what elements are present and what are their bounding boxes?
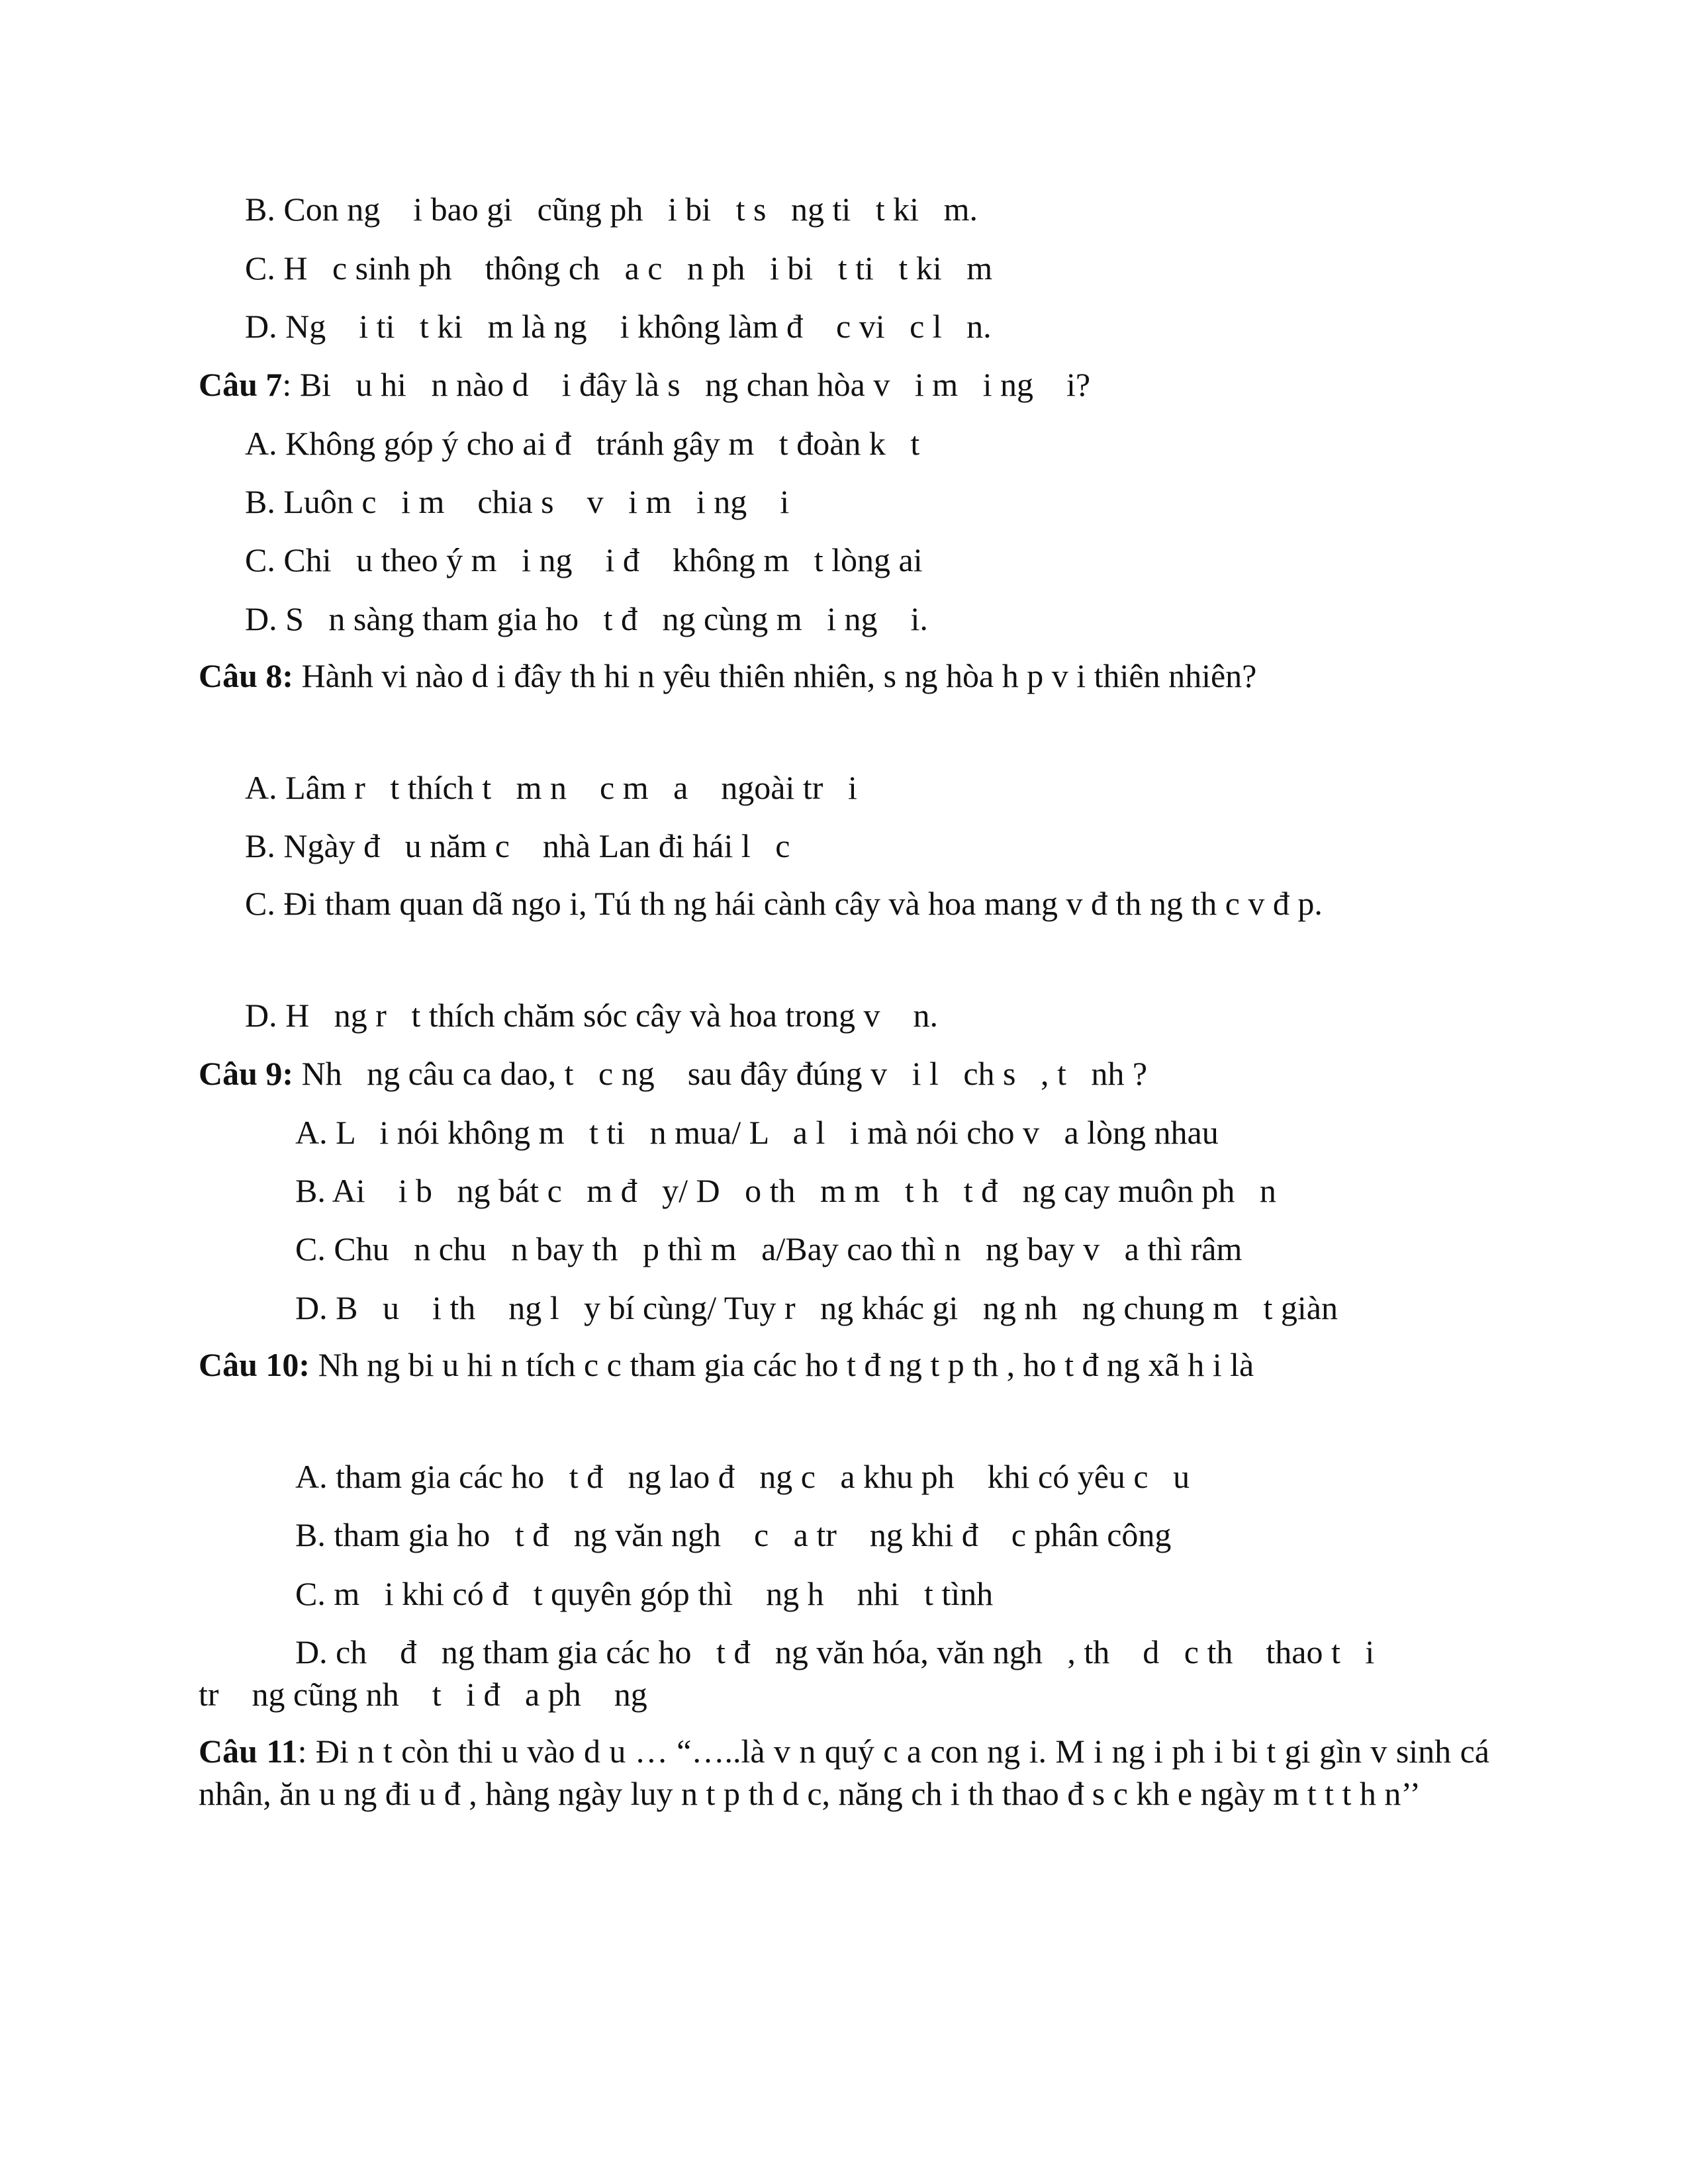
q9-option-a: A. L i nói không m t ti n mua/ L a l i mà nói cho v a lòng nhau	[295, 1114, 1219, 1151]
q10-option-c: C. m i khi có đ t quyên góp thì ng h nhi t tình	[295, 1575, 994, 1612]
q7-label: Câu 7	[199, 366, 283, 403]
q6-option-c: C. H c sinh ph thông ch a c n ph i bi t ti t ki m	[245, 250, 993, 287]
q10-question	[199, 1343, 1489, 1386]
q7-question	[199, 362, 1090, 407]
q8-option-c: C. Đi tham quan dã ngo i, Tú th ng hái cành cây và hoa mang v đ th ng th c v đ p.	[245, 885, 1323, 922]
q7-text: : Bi u hi n nào d i đây là s ng chan hòa v i m i ng i?	[282, 366, 1091, 403]
q9-option-d: D. B u i th ng l y bí cùng/ Tuy r ng khác gi ng nh ng chung m t giàn	[295, 1289, 1338, 1326]
q8-label: Câu 8:	[199, 657, 294, 694]
q7-option-c: C. Chi u theo ý m i ng i đ không m t lòng ai	[245, 541, 923, 578]
q8-option-b: B. Ngày đ u năm c nhà Lan đi hái l c	[245, 827, 790, 864]
q10-option-d-line2: tr ng cũng nh t i đ a ph ng	[199, 1676, 647, 1713]
q7-option-a: A. Không góp ý cho ai đ tránh gây m t đoàn k t	[245, 425, 920, 462]
q8-text: Hành vi nào d i đây th hi n yêu thiên nhiên, s ng hòa h p v i thiên nhiên?	[293, 657, 1257, 694]
q7-option-d: D. S n sàng tham gia ho t đ ng cùng m i ng i.	[245, 600, 928, 637]
q8-option-a: A. Lâm r t thích t m n c m a ngoài tr i	[245, 769, 857, 806]
q11-question	[199, 1730, 1489, 1815]
q6-option-b: B. Con ng i bao gi cũng ph i bi t s ng ti t ki m.	[245, 191, 978, 228]
q10-option-d-line1: D. ch đ ng tham gia các ho t đ ng văn hóa, văn ngh , th d c th thao t i	[295, 1633, 1375, 1670]
q9-text: Nh ng câu ca dao, t c ng sau đây đúng v i l ch s , t nh ?	[293, 1055, 1148, 1092]
q10-text: Nh ng bi u hi n tích c c tham gia các ho t đ ng t p th , ho t đ ng xã h i là	[310, 1346, 1254, 1383]
q8-option-d: D. H ng r t thích chăm sóc cây và hoa trong v n.	[245, 997, 938, 1034]
q11-text: : Đi n t còn thi u vào d u … “…..là v n quý c a con ng i. M i ng i ph i bi t gi gìn v sinh cá nhân, ăn u ng đi u đ , hàng ngày luy n t p th d c, năng ch i th thao đ s c kh e ngày m t t t h n’’	[199, 1733, 1489, 1812]
q8-question	[199, 655, 1489, 697]
q9-question	[199, 1051, 1147, 1096]
q9-option-c: C. Chu n chu n bay th p thì m a/Bay cao thì n ng bay v a thì râm	[295, 1230, 1243, 1267]
q9-option-b: B. Ai i b ng bát c m đ y/ D o th m m t h t đ ng cay muôn ph n	[295, 1172, 1276, 1209]
q10-option-b: B. tham gia ho t đ ng văn ngh c a tr ng khi đ c phân công	[295, 1516, 1172, 1553]
q11-label: Câu 11	[199, 1733, 298, 1770]
q10-option-a: A. tham gia các ho t đ ng lao đ ng c a khu ph khi có yêu c u	[295, 1458, 1190, 1495]
q6-option-d: D. Ng i ti t ki m là ng i không làm đ c vi c l n.	[245, 308, 992, 345]
q10-label: Câu 10:	[199, 1346, 310, 1383]
q7-option-b: B. Luôn c i m chia s v i m i ng i	[245, 483, 790, 520]
q9-label: Câu 9:	[199, 1055, 294, 1092]
